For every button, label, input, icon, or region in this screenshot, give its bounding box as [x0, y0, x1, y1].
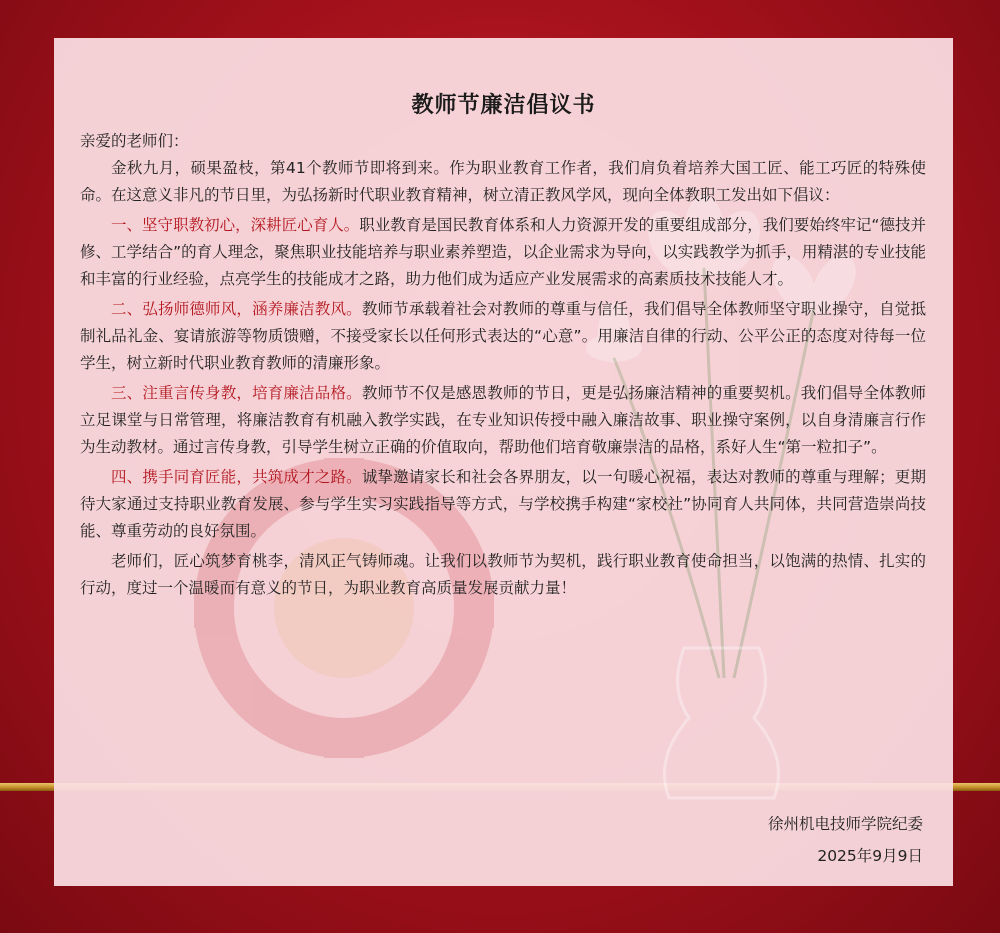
section-body: 诚挚邀请家长和社会各界朋友，以一句暖心祝福，表达对教师的尊重与理解；更期待大家通过支持职业教育发展、参与学生实习实践指导等方式，与学校携手构建“家校社”协同育人共同体，共同营造崇尚技能、尊重劳动的良好氛围。	[80, 468, 926, 540]
signature-block	[768, 808, 923, 872]
section-paragraph	[80, 380, 926, 461]
section-body: 教师节承载着社会对教师的尊重与信任，我们倡导全体教师坚守职业操守，自觉抵制礼品礼金、宴请旅游等物质馈赠，不接受家长以任何形式表达的“心意”。用廉洁自律的行动、公平公正的态度对待每一位学生，树立新时代职业教育教师的清廉形象。	[80, 300, 926, 372]
section-heading: 二、弘扬师德师风，涵养廉洁教风。	[111, 300, 362, 318]
signature-organization: 徐州机电技师学院纪委	[767, 815, 923, 833]
section-body: 职业教育是国民教育体系和人力资源开发的重要组成部分，我们要始终牢记“德技并修、工学结合”的育人理念，聚焦职业技能培养与职业素养塑造，以企业需求为导向，以实践教学为抓手，用精湛的专业技能和丰富的行业经验，点亮学生的技能成才之路，助力他们成为适应产业发展需求的高素质技术技能人才。	[80, 216, 926, 288]
signature-date: 2025年9月9日	[817, 847, 923, 865]
section-paragraph	[80, 212, 926, 293]
section-heading: 四、携手同育匠能，共筑成才之路。	[111, 468, 362, 486]
glass-vase-icon	[665, 648, 779, 798]
letter-body	[80, 128, 926, 605]
page-title: 教师节廉洁倡议书	[411, 92, 596, 118]
greeting: 亲爱的老师们：	[80, 132, 189, 150]
intro-paragraph: 金秋九月，硕果盈枝，第41个教师节即将到来。作为职业教育工作者，我们肩负着培养大国工匠、能工巧匠的特殊使命。在这意义非凡的节日里，为弘扬新时代职业教育精神，树立清正教风学风，现向全体教职工发出如下倡议：	[80, 159, 926, 204]
section-heading: 三、注重言传身教，培育廉洁品格。	[111, 384, 362, 402]
section-heading: 一、坚守职教初心，深耕匠心育人。	[111, 216, 360, 234]
letter-card	[54, 38, 953, 886]
closing-paragraph: 老师们，匠心筑梦育桃李，清风正气铸师魂。让我们以教师节为契机，践行职业教育使命担当，以饱满的热情、扎实的行动，度过一个温暖而有意义的节日，为职业教育高质量发展贡献力量！	[80, 552, 926, 597]
section-paragraph	[80, 464, 926, 545]
section-paragraph	[80, 296, 926, 377]
section-body: 教师节不仅是感恩教师的节日，更是弘扬廉洁精神的重要契机。我们倡导全体教师立足课堂与日常管理，将廉洁教育有机融入教学实践，在专业知识传授中融入廉洁故事、职业操守案例，以自身清廉言行作为生动教材。通过言传身教，引导学生树立正确的价值取向，帮助他们培育敬廉崇洁的品格，系好人生“第一粒扣子”。	[80, 384, 926, 456]
